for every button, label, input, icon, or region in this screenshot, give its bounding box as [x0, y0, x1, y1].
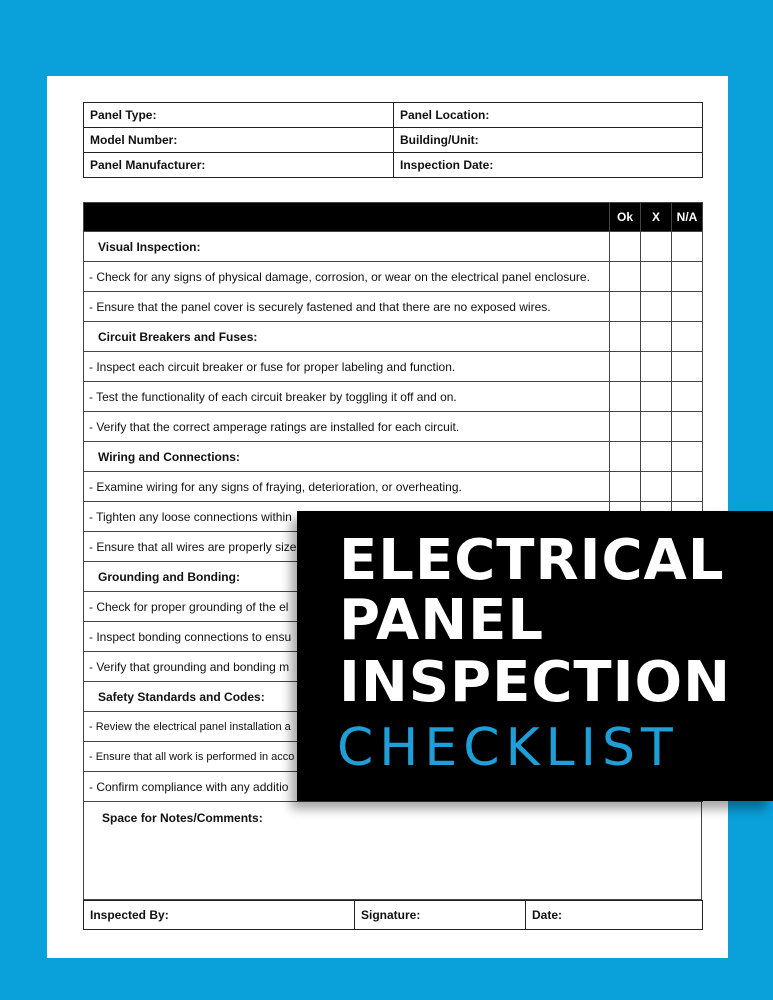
notes-area[interactable]: [83, 802, 702, 900]
building-unit-label: Building/Unit:: [394, 128, 703, 153]
checklist-item-text: - Ensure that the panel cover is securely fastened and that there are no exposed wires.: [84, 292, 610, 322]
date-field[interactable]: Date:: [526, 901, 703, 930]
checklist-item-text: - Check for proper grounding of the el: [84, 592, 610, 622]
checklist-header-row: [84, 203, 703, 232]
checklist-item-text: - Verify that the correct amperage ratings are installed for each circuit.: [84, 412, 610, 442]
checkbox-x[interactable]: [641, 382, 672, 412]
panel-info-row: [84, 103, 703, 128]
section-heading: Grounding and Bonding:: [84, 562, 610, 592]
notes-label: Space for Notes/Comments:: [102, 811, 263, 825]
checklist-row: [84, 352, 703, 382]
panel-type-label: Panel Type:: [84, 103, 394, 128]
checkbox-ok[interactable]: [610, 232, 641, 262]
panel-info-table: [83, 102, 703, 178]
checklist-row: [84, 412, 703, 442]
checkbox-na[interactable]: [672, 322, 703, 352]
checklist-item-text: - Examine wiring for any signs of fraying, deterioration, or overheating.: [84, 472, 610, 502]
section-heading: Circuit Breakers and Fuses:: [84, 322, 610, 352]
panel-location-label: Panel Location:: [394, 103, 703, 128]
column-x: X: [641, 203, 672, 232]
panel-info-row: [84, 128, 703, 153]
checkbox-na[interactable]: [672, 262, 703, 292]
signature-field[interactable]: Signature:: [355, 901, 526, 930]
panel-manufacturer-label: Panel Manufacturer:: [84, 153, 394, 178]
section-row: [84, 232, 703, 262]
inspection-date-label: Inspection Date:: [394, 153, 703, 178]
checklist-item-text: - Check for any signs of physical damage, corrosion, or wear on the electrical panel enclosure.: [84, 262, 610, 292]
model-number-label: Model Number:: [84, 128, 394, 153]
title-line-panel: PANEL: [339, 588, 545, 653]
checklist-item-text: - Ensure that all wires are properly size: [84, 532, 610, 562]
checkbox-x[interactable]: [641, 472, 672, 502]
inspected-by-field[interactable]: Inspected By:: [84, 901, 355, 930]
title-line-inspection: INSPECTION: [339, 650, 731, 715]
checklist-item-text: - Test the functionality of each circuit breaker by toggling it off and on.: [84, 382, 610, 412]
checkbox-na[interactable]: [672, 352, 703, 382]
checklist-header-blank: [84, 203, 610, 232]
checkbox-x[interactable]: [641, 412, 672, 442]
column-ok: Ok: [610, 203, 641, 232]
checkbox-ok[interactable]: [610, 292, 641, 322]
checkbox-na[interactable]: [672, 472, 703, 502]
checklist-row: [84, 382, 703, 412]
checkbox-ok[interactable]: [610, 412, 641, 442]
checklist-item-text: - Confirm compliance with any additio: [84, 772, 610, 802]
signoff-table: [83, 900, 703, 930]
section-heading: Wiring and Connections:: [84, 442, 610, 472]
checkbox-x[interactable]: [641, 322, 672, 352]
section-heading: Safety Standards and Codes:: [84, 682, 610, 712]
checkbox-ok[interactable]: [610, 472, 641, 502]
checkbox-na[interactable]: [672, 412, 703, 442]
checklist-row: [84, 292, 703, 322]
checkbox-ok[interactable]: [610, 382, 641, 412]
checkbox-na[interactable]: [672, 442, 703, 472]
checklist-item-text: - Review the electrical panel installation a: [84, 712, 610, 742]
checkbox-ok[interactable]: [610, 262, 641, 292]
checklist-row: [84, 472, 703, 502]
checkbox-x[interactable]: [641, 442, 672, 472]
title-line-electrical: ELECTRICAL: [339, 528, 725, 593]
checkbox-x[interactable]: [641, 262, 672, 292]
checkbox-x[interactable]: [641, 352, 672, 382]
section-row: [84, 442, 703, 472]
section-heading: Visual Inspection:: [84, 232, 610, 262]
checklist-item-text: - Verify that grounding and bonding m: [84, 652, 610, 682]
checklist-item-text: - Tighten any loose connections within: [84, 502, 610, 532]
checklist-item-text: - Inspect bonding connections to ensu: [84, 622, 610, 652]
checkbox-ok[interactable]: [610, 322, 641, 352]
checkbox-x[interactable]: [641, 292, 672, 322]
panel-info-row: [84, 153, 703, 178]
title-line-checklist: CHECKLIST: [337, 718, 679, 778]
checkbox-ok[interactable]: [610, 442, 641, 472]
checkbox-na[interactable]: [672, 232, 703, 262]
checkbox-na[interactable]: [672, 382, 703, 412]
title-block: [297, 511, 773, 801]
checkbox-x[interactable]: [641, 232, 672, 262]
section-row: [84, 322, 703, 352]
checklist-row: [84, 262, 703, 292]
checkbox-na[interactable]: [672, 292, 703, 322]
checkbox-ok[interactable]: [610, 352, 641, 382]
checklist-item-text: - Ensure that all work is performed in acco: [84, 742, 610, 772]
signoff-row: [84, 901, 703, 930]
column-na: N/A: [672, 203, 703, 232]
checklist-item-text: - Inspect each circuit breaker or fuse for proper labeling and function.: [84, 352, 610, 382]
